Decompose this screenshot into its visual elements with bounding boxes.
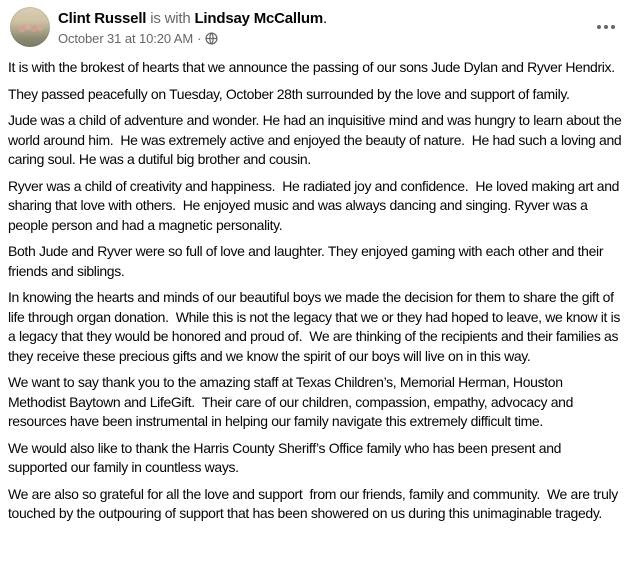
post-timestamp[interactable]: October 31 at 10:20 AM	[58, 31, 194, 46]
post-paragraph: Both Jude and Ryver were so full of love and laughter. They enjoyed gaming with each other and their friends and siblings.	[8, 243, 607, 279]
post-paragraph: In knowing the hearts and minds of our beautiful boys we made the decision for them to share the gift of life through organ donation. While this is not the legacy that we or they had hoped to leave, we know it is a legacy that they would be honored and proud of. We are thinking of the recipients and their families as they receive these precious gifts and we know the spirit of our boys will live on in this way.	[8, 289, 624, 364]
meta-separator: ·	[197, 31, 202, 46]
post-paragraph: We would also like to thank the Harris County Sheriff’s Office family who has been present and supported our family in countless ways.	[8, 439, 565, 475]
post-body	[0, 48, 634, 524]
globe-icon	[205, 32, 218, 45]
tagged-user-link[interactable]: Lindsay McCallum	[194, 10, 323, 27]
more-options-button[interactable]	[592, 18, 620, 36]
author-name-link[interactable]: Clint Russell	[58, 10, 147, 27]
post-paragraph: We want to say thank you to the amazing staff at Texas Children’s, Memorial Herman, Houston Methodist Baytown and LifeGift. Their care of our children, compassion, empathy, advocacy and resources have been instrumental in helping our family navigate this extremely difficult time.	[8, 374, 577, 429]
post-paragraph: We are also so grateful for all the love and support from our friends, family and community. We are truly touched by the outpouring of support that has been showered on us during this unimaginable tragedy.	[8, 485, 622, 521]
post-meta	[58, 29, 327, 48]
byline-connector: is with	[146, 10, 195, 27]
avatar[interactable]	[10, 7, 50, 47]
post-paragraph: Ryver was a child of creativity and happiness. He radiated joy and confidence. He loved making art and sharing that love with others. He enjoyed music and was always dancing and singing. Ryver was a people person and had a magnetic personality.	[8, 177, 623, 233]
three-dots-menu-icon	[597, 25, 601, 29]
byline-period: .	[322, 10, 327, 27]
post-paragraph: They passed peacefully on Tuesday, October 28th surrounded by the love and support of family.	[8, 85, 570, 102]
post-paragraph: Jude was a child of adventure and wonder. He had an inquisitive mind and was hungry to learn about the world around him. He was extremely active and enjoyed the beauty of nature. He had such a loving and caring soul. He was a dutiful big brother and cousin.	[8, 112, 625, 167]
post-header-text	[58, 7, 327, 48]
post-paragraph: It is with the brokest of hearts that we announce the passing of our sons Jude Dylan and Ryver Hendrix.	[8, 59, 615, 75]
post-byline	[58, 9, 327, 28]
post-header	[0, 0, 634, 48]
